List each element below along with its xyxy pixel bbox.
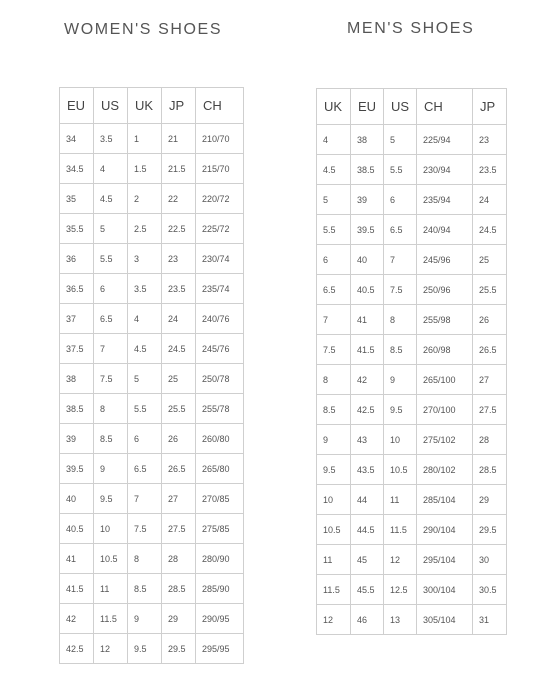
table-row <box>60 484 244 514</box>
mens-cell-jp: 29 <box>473 485 507 515</box>
womens-cell-eu: 35.5 <box>60 214 94 244</box>
womens-cell-ch: 215/70 <box>196 154 244 184</box>
mens-cell-jp: 26 <box>473 305 507 335</box>
womens-header-jp: JP <box>162 88 196 124</box>
table-row <box>317 155 507 185</box>
mens-header-ch: CH <box>417 89 473 125</box>
mens-cell-ch: 230/94 <box>417 155 473 185</box>
womens-cell-eu: 35 <box>60 184 94 214</box>
mens-cell-jp: 25.5 <box>473 275 507 305</box>
table-row <box>60 304 244 334</box>
table-row <box>60 394 244 424</box>
mens-cell-eu: 41 <box>351 305 384 335</box>
womens-cell-us: 5.5 <box>94 244 128 274</box>
womens-cell-eu: 36.5 <box>60 274 94 304</box>
table-row <box>60 274 244 304</box>
table-row <box>60 244 244 274</box>
table-row <box>60 184 244 214</box>
mens-cell-jp: 30.5 <box>473 575 507 605</box>
table-row <box>60 154 244 184</box>
womens-cell-eu: 38 <box>60 364 94 394</box>
womens-cell-eu: 42 <box>60 604 94 634</box>
womens-cell-eu: 42.5 <box>60 634 94 664</box>
mens-cell-us: 7 <box>384 245 417 275</box>
womens-cell-jp: 23 <box>162 244 196 274</box>
womens-cell-uk: 9.5 <box>128 634 162 664</box>
header-row <box>317 89 507 125</box>
womens-cell-jp: 29.5 <box>162 634 196 664</box>
mens-cell-ch: 245/96 <box>417 245 473 275</box>
mens-cell-jp: 24 <box>473 185 507 215</box>
mens-cell-jp: 27.5 <box>473 395 507 425</box>
mens-cell-ch: 235/94 <box>417 185 473 215</box>
mens-cell-us: 8.5 <box>384 335 417 365</box>
womens-cell-ch: 220/72 <box>196 184 244 214</box>
womens-cell-ch: 260/80 <box>196 424 244 454</box>
womens-cell-uk: 7 <box>128 484 162 514</box>
womens-cell-jp: 25 <box>162 364 196 394</box>
mens-cell-uk: 7.5 <box>317 335 351 365</box>
mens-cell-eu: 40.5 <box>351 275 384 305</box>
mens-cell-ch: 305/104 <box>417 605 473 635</box>
womens-cell-uk: 4 <box>128 304 162 334</box>
womens-cell-ch: 250/78 <box>196 364 244 394</box>
womens-cell-uk: 2 <box>128 184 162 214</box>
womens-header-us: US <box>94 88 128 124</box>
womens-cell-ch: 270/85 <box>196 484 244 514</box>
mens-cell-ch: 275/102 <box>417 425 473 455</box>
mens-cell-uk: 10.5 <box>317 515 351 545</box>
womens-cell-ch: 225/72 <box>196 214 244 244</box>
table-row <box>317 125 507 155</box>
mens-cell-eu: 39.5 <box>351 215 384 245</box>
mens-cell-eu: 43.5 <box>351 455 384 485</box>
womens-cell-eu: 41 <box>60 544 94 574</box>
mens-cell-jp: 24.5 <box>473 215 507 245</box>
womens-cell-ch: 230/74 <box>196 244 244 274</box>
mens-cell-us: 5 <box>384 125 417 155</box>
womens-cell-eu: 34 <box>60 124 94 154</box>
mens-header-jp: JP <box>473 89 507 125</box>
mens-cell-ch: 260/98 <box>417 335 473 365</box>
mens-cell-eu: 41.5 <box>351 335 384 365</box>
mens-cell-jp: 31 <box>473 605 507 635</box>
womens-cell-uk: 3.5 <box>128 274 162 304</box>
womens-cell-uk: 1.5 <box>128 154 162 184</box>
mens-cell-eu: 43 <box>351 425 384 455</box>
womens-cell-uk: 5 <box>128 364 162 394</box>
womens-cell-ch: 275/85 <box>196 514 244 544</box>
mens-cell-uk: 9 <box>317 425 351 455</box>
mens-header-uk: UK <box>317 89 351 125</box>
womens-cell-us: 3.5 <box>94 124 128 154</box>
mens-header-eu: EU <box>351 89 384 125</box>
womens-cell-eu: 38.5 <box>60 394 94 424</box>
table-row <box>60 514 244 544</box>
table-row <box>317 275 507 305</box>
womens-cell-eu: 34.5 <box>60 154 94 184</box>
womens-cell-jp: 22.5 <box>162 214 196 244</box>
mens-cell-jp: 27 <box>473 365 507 395</box>
mens-cell-eu: 46 <box>351 605 384 635</box>
mens-cell-uk: 5 <box>317 185 351 215</box>
womens-cell-us: 5 <box>94 214 128 244</box>
table-row <box>317 545 507 575</box>
womens-cell-jp: 26 <box>162 424 196 454</box>
mens-cell-eu: 42.5 <box>351 395 384 425</box>
womens-cell-ch: 265/80 <box>196 454 244 484</box>
mens-header-us: US <box>384 89 417 125</box>
table-row <box>317 485 507 515</box>
mens-cell-us: 11 <box>384 485 417 515</box>
mens-cell-ch: 280/102 <box>417 455 473 485</box>
table-row <box>317 605 507 635</box>
womens-cell-eu: 40 <box>60 484 94 514</box>
table-row <box>60 604 244 634</box>
womens-cell-ch: 240/76 <box>196 304 244 334</box>
mens-cell-us: 10 <box>384 425 417 455</box>
mens-cell-us: 11.5 <box>384 515 417 545</box>
mens-cell-eu: 39 <box>351 185 384 215</box>
mens-cell-jp: 29.5 <box>473 515 507 545</box>
table-row <box>317 185 507 215</box>
mens-cell-jp: 28.5 <box>473 455 507 485</box>
mens-shoes-title: MEN'S SHOES <box>347 20 475 37</box>
mens-cell-jp: 26.5 <box>473 335 507 365</box>
womens-cell-uk: 7.5 <box>128 514 162 544</box>
header-row <box>60 88 244 124</box>
womens-cell-us: 4 <box>94 154 128 184</box>
mens-cell-uk: 6.5 <box>317 275 351 305</box>
womens-cell-uk: 6 <box>128 424 162 454</box>
mens-cell-ch: 295/104 <box>417 545 473 575</box>
table-row <box>60 124 244 154</box>
mens-cell-uk: 11.5 <box>317 575 351 605</box>
womens-cell-us: 10.5 <box>94 544 128 574</box>
table-row <box>60 424 244 454</box>
womens-header-eu: EU <box>60 88 94 124</box>
womens-cell-jp: 25.5 <box>162 394 196 424</box>
mens-cell-us: 9 <box>384 365 417 395</box>
womens-cell-jp: 22 <box>162 184 196 214</box>
mens-size-table-header <box>317 89 507 125</box>
womens-cell-us: 10 <box>94 514 128 544</box>
womens-cell-uk: 2.5 <box>128 214 162 244</box>
womens-shoes-title: WOMEN'S SHOES <box>64 21 223 38</box>
mens-cell-jp: 23.5 <box>473 155 507 185</box>
womens-cell-us: 9.5 <box>94 484 128 514</box>
mens-cell-uk: 8 <box>317 365 351 395</box>
womens-cell-eu: 39 <box>60 424 94 454</box>
mens-cell-ch: 290/104 <box>417 515 473 545</box>
table-row <box>317 425 507 455</box>
womens-cell-ch: 245/76 <box>196 334 244 364</box>
mens-size-table-body <box>317 125 507 635</box>
womens-header-uk: UK <box>128 88 162 124</box>
table-row <box>60 334 244 364</box>
mens-cell-uk: 9.5 <box>317 455 351 485</box>
mens-cell-ch: 265/100 <box>417 365 473 395</box>
mens-cell-eu: 38.5 <box>351 155 384 185</box>
womens-cell-us: 6 <box>94 274 128 304</box>
womens-size-table-header <box>60 88 244 124</box>
womens-cell-us: 9 <box>94 454 128 484</box>
mens-cell-uk: 5.5 <box>317 215 351 245</box>
womens-cell-ch: 280/90 <box>196 544 244 574</box>
mens-cell-us: 12.5 <box>384 575 417 605</box>
table-row <box>317 335 507 365</box>
table-row <box>317 455 507 485</box>
mens-size-table <box>316 88 507 635</box>
mens-cell-ch: 255/98 <box>417 305 473 335</box>
womens-cell-eu: 39.5 <box>60 454 94 484</box>
womens-cell-eu: 36 <box>60 244 94 274</box>
mens-cell-eu: 44 <box>351 485 384 515</box>
mens-cell-eu: 45.5 <box>351 575 384 605</box>
mens-cell-ch: 270/100 <box>417 395 473 425</box>
womens-cell-us: 4.5 <box>94 184 128 214</box>
mens-cell-ch: 300/104 <box>417 575 473 605</box>
table-row <box>317 575 507 605</box>
mens-cell-us: 6 <box>384 185 417 215</box>
womens-cell-jp: 21.5 <box>162 154 196 184</box>
womens-size-table-body <box>60 124 244 664</box>
womens-cell-jp: 28.5 <box>162 574 196 604</box>
mens-cell-eu: 40 <box>351 245 384 275</box>
womens-cell-uk: 1 <box>128 124 162 154</box>
table-row <box>317 515 507 545</box>
mens-cell-uk: 12 <box>317 605 351 635</box>
table-row <box>60 214 244 244</box>
womens-cell-jp: 23.5 <box>162 274 196 304</box>
table-row <box>60 364 244 394</box>
womens-size-table <box>59 87 244 664</box>
mens-cell-us: 9.5 <box>384 395 417 425</box>
womens-cell-uk: 4.5 <box>128 334 162 364</box>
mens-cell-uk: 8.5 <box>317 395 351 425</box>
womens-cell-us: 7 <box>94 334 128 364</box>
womens-cell-eu: 37.5 <box>60 334 94 364</box>
table-row <box>60 454 244 484</box>
womens-cell-us: 7.5 <box>94 364 128 394</box>
mens-cell-eu: 38 <box>351 125 384 155</box>
womens-cell-jp: 27 <box>162 484 196 514</box>
womens-cell-ch: 210/70 <box>196 124 244 154</box>
womens-cell-jp: 26.5 <box>162 454 196 484</box>
womens-cell-jp: 24 <box>162 304 196 334</box>
mens-cell-jp: 30 <box>473 545 507 575</box>
womens-cell-ch: 235/74 <box>196 274 244 304</box>
mens-cell-eu: 42 <box>351 365 384 395</box>
mens-cell-us: 5.5 <box>384 155 417 185</box>
womens-cell-eu: 41.5 <box>60 574 94 604</box>
table-row <box>60 634 244 664</box>
mens-cell-eu: 45 <box>351 545 384 575</box>
mens-cell-uk: 11 <box>317 545 351 575</box>
womens-cell-jp: 24.5 <box>162 334 196 364</box>
womens-cell-us: 12 <box>94 634 128 664</box>
mens-cell-ch: 225/94 <box>417 125 473 155</box>
womens-cell-uk: 3 <box>128 244 162 274</box>
mens-cell-ch: 285/104 <box>417 485 473 515</box>
womens-cell-us: 11.5 <box>94 604 128 634</box>
table-row <box>317 395 507 425</box>
womens-cell-uk: 5.5 <box>128 394 162 424</box>
womens-cell-ch: 295/95 <box>196 634 244 664</box>
womens-header-ch: CH <box>196 88 244 124</box>
womens-cell-us: 6.5 <box>94 304 128 334</box>
womens-cell-ch: 285/90 <box>196 574 244 604</box>
table-row <box>317 305 507 335</box>
table-row <box>317 215 507 245</box>
mens-cell-uk: 4.5 <box>317 155 351 185</box>
mens-cell-us: 13 <box>384 605 417 635</box>
mens-cell-uk: 10 <box>317 485 351 515</box>
mens-cell-uk: 6 <box>317 245 351 275</box>
mens-cell-us: 8 <box>384 305 417 335</box>
mens-cell-ch: 240/94 <box>417 215 473 245</box>
mens-cell-us: 10.5 <box>384 455 417 485</box>
table-row <box>317 365 507 395</box>
womens-cell-us: 8 <box>94 394 128 424</box>
mens-cell-jp: 23 <box>473 125 507 155</box>
womens-cell-uk: 8.5 <box>128 574 162 604</box>
table-row <box>60 544 244 574</box>
mens-cell-us: 7.5 <box>384 275 417 305</box>
womens-cell-uk: 9 <box>128 604 162 634</box>
womens-cell-jp: 28 <box>162 544 196 574</box>
womens-cell-uk: 8 <box>128 544 162 574</box>
mens-cell-us: 12 <box>384 545 417 575</box>
womens-cell-jp: 27.5 <box>162 514 196 544</box>
womens-cell-ch: 255/78 <box>196 394 244 424</box>
table-row <box>60 574 244 604</box>
womens-cell-ch: 290/95 <box>196 604 244 634</box>
mens-cell-jp: 25 <box>473 245 507 275</box>
womens-cell-us: 8.5 <box>94 424 128 454</box>
womens-cell-jp: 21 <box>162 124 196 154</box>
mens-cell-uk: 4 <box>317 125 351 155</box>
womens-cell-eu: 40.5 <box>60 514 94 544</box>
mens-cell-us: 6.5 <box>384 215 417 245</box>
womens-cell-uk: 6.5 <box>128 454 162 484</box>
mens-cell-uk: 7 <box>317 305 351 335</box>
table-row <box>317 245 507 275</box>
mens-cell-eu: 44.5 <box>351 515 384 545</box>
womens-cell-jp: 29 <box>162 604 196 634</box>
womens-cell-eu: 37 <box>60 304 94 334</box>
womens-cell-us: 11 <box>94 574 128 604</box>
mens-cell-ch: 250/96 <box>417 275 473 305</box>
mens-cell-jp: 28 <box>473 425 507 455</box>
